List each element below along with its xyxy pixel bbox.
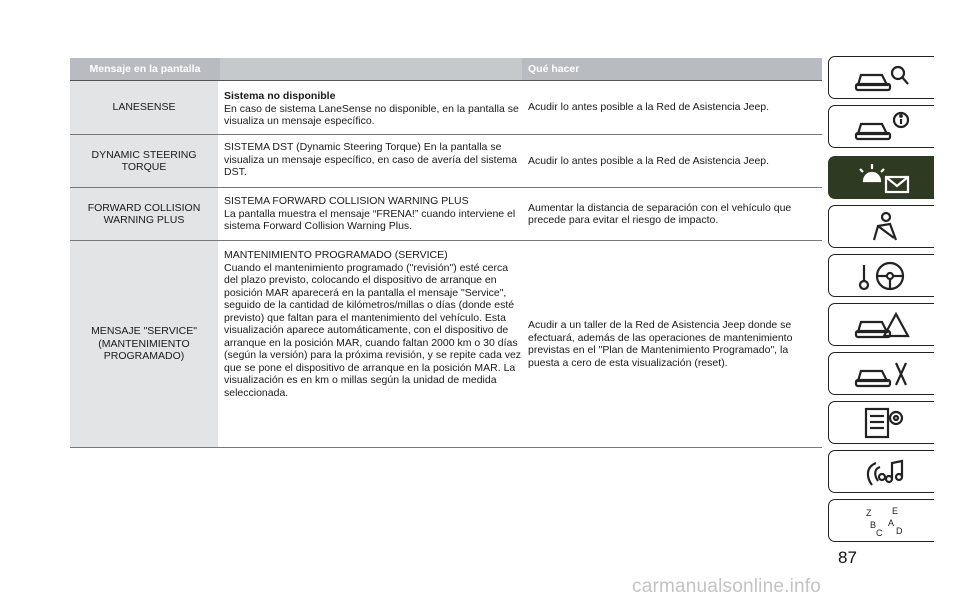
watermark: carmanualsonline.info [632, 576, 822, 597]
index-letter: Z [865, 507, 871, 518]
tab-maintenance[interactable] [828, 352, 934, 395]
table-header [70, 58, 822, 81]
tab-safety[interactable] [828, 205, 934, 248]
warning-light-message-icon [852, 161, 912, 195]
car-info-icon [852, 110, 912, 144]
description-cell [224, 90, 522, 128]
action-cell: Acudir lo antes posible a la Red de Asistencia Jeep. [528, 154, 770, 167]
description-title: MANTENIMIENTO PROGRAMADO (SERVICE) [224, 249, 448, 261]
car-wrench-icon [852, 357, 912, 391]
table-row [70, 241, 822, 448]
table-row [70, 188, 822, 241]
table-row [70, 135, 822, 188]
action-cell: Aumentar la distancia de separación con el vehículo que precede para evitar el riesgo de impacto. [528, 201, 792, 226]
message-cell: FORWARD COLLISION WARNING PLUS [70, 188, 218, 240]
person-seatbelt-icon [852, 210, 912, 244]
tab-technical-data[interactable] [828, 401, 934, 444]
tab-multimedia[interactable] [828, 450, 934, 493]
message-cell: LANESENSE [70, 81, 218, 134]
car-crash-warning-icon [852, 308, 912, 342]
page-number: 87 [838, 548, 857, 567]
alphabetical-index-icon [852, 504, 912, 538]
description-cell [224, 141, 522, 179]
tab-index[interactable] [828, 499, 934, 542]
message-cell: DYNAMIC STEERING TORQUE [70, 135, 218, 187]
action-cell: Acudir lo antes posible a la Red de Asistencia Jeep. [528, 101, 770, 114]
tab-car-search[interactable] [828, 56, 934, 99]
header-description-column [220, 58, 522, 80]
index-letter: B [869, 519, 876, 530]
description-text: En caso de sistema LaneSense no disponible, en la pantalla se visualiza un mensaje específico. [224, 102, 519, 127]
description-title: SISTEMA FORWARD COLLISION WARNING PLUS [224, 195, 469, 207]
index-letter: D [895, 525, 902, 536]
description-title: SISTEMA DST (Dynamic Steering Torque) En la pantalla se visualiza un mensaje específico, en caso de avería del sistema DST. [224, 141, 517, 178]
index-letter: E [891, 505, 898, 516]
tab-emergency[interactable] [828, 303, 934, 346]
car-search-icon [852, 61, 912, 95]
tab-car-info[interactable] [828, 105, 934, 148]
description-text: La pantalla muestra el mensaje “FRENA!” cuando interviene el sistema Forward Collision Warning Plus. [224, 207, 516, 232]
description-title: Sistema no disponible [224, 90, 336, 102]
index-letter: C [875, 527, 882, 538]
header-message-column: Mensaje en la pantalla [89, 63, 201, 75]
tab-driving[interactable] [828, 254, 934, 297]
steering-wheel-icon [852, 259, 912, 293]
description-text: Cuando el mantenimiento programado ("revisión") esté cerca del plazo previsto, colocando el dispositivo de arranque en posición MAR aparecerá en la pantalla el mensaje "Service", seguido de la cantidad de kilómetros/millas o días (donde esté previsto) que faltan para el mantenimiento del vehículo. Esta visualización aparece automáticamente, con el dispositivo de arranque en la posición MAR, cuando faltan 2000 km o 30 días (según la versión) para la próxima revisión, y se repite cada vez que se pone el dispositivo de arranque en la posición MAR. La visualización es en km o millas según la unidad de medida seleccionada. [224, 261, 522, 399]
document-gear-icon [852, 406, 912, 440]
warning-messages-table [70, 58, 822, 448]
header-action-column: Qué hacer [528, 63, 580, 75]
tab-warning-lights[interactable] [828, 156, 934, 199]
multimedia-icon [852, 455, 912, 489]
description-cell [224, 249, 522, 399]
message-cell: MENSAJE "SERVICE" (MANTENIMIENTO PROGRAMADO) [70, 241, 218, 447]
table-row [70, 81, 822, 135]
index-letter: A [887, 517, 894, 528]
action-cell: Acudir a un taller de la Red de Asistencia Jeep donde se efectuará, además de las operaciones de mantenimiento previstas en el "Plan de Mantenimiento Programado", la puesta a cero de esta visualización (reset). [528, 319, 793, 369]
description-cell [224, 195, 522, 233]
